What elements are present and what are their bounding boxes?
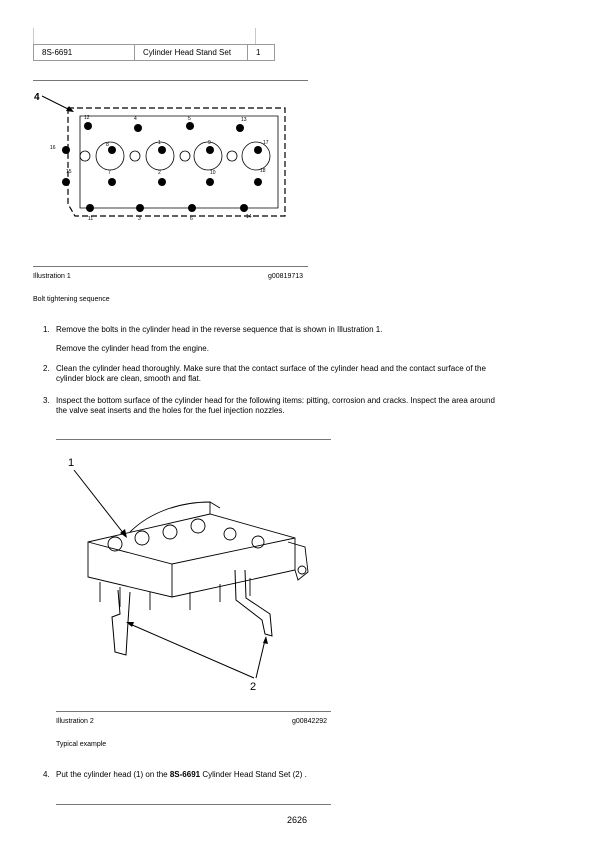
bolt-number: 6 [190, 216, 193, 222]
callout-4: 4 [34, 92, 40, 103]
step-3-text-line2: the valve seat inserts and the holes for the fuel injection nozzles. [56, 406, 285, 415]
illustration2-top-rule [56, 439, 331, 440]
illustration1-graphic-id: g00819713 [268, 273, 304, 280]
bolt-number: 16 [50, 145, 56, 151]
step-2-text-line1: Clean the cylinder head thoroughly. Make sure that the contact surface of the cylinder head and the contact surface of the [56, 364, 486, 373]
bolt-number: 18 [260, 168, 266, 174]
step-1-text: Remove the bolts in the cylinder head in the reverse sequence that is shown in Illustration 1. [56, 325, 383, 334]
bolt-number: 4 [134, 116, 137, 122]
quantity-cell: 1 [248, 45, 275, 61]
illustration1-top-rule [33, 80, 308, 81]
bolt-number: 17 [263, 140, 269, 146]
illustration2-caption: Typical example [56, 741, 107, 748]
illustration1-caption: Bolt tightening sequence [33, 296, 110, 303]
bolts [62, 122, 262, 212]
illustration1-bottom-rule [33, 266, 308, 267]
bolt-number: 3 [138, 216, 141, 222]
step-4-text [56, 770, 307, 780]
step-1-number: 1. [43, 325, 50, 334]
bolt-number: 2 [158, 170, 161, 176]
bottom-rule [56, 804, 331, 805]
illustration2-bottom-rule [56, 711, 331, 712]
bolt-number: 1 [158, 140, 161, 146]
bolt-sequence-diagram [30, 86, 290, 236]
part-number-link[interactable]: 8S-6691 [169, 770, 201, 779]
bolt-number: 8 [106, 142, 109, 148]
step-3-text-line1: Inspect the bottom surface of the cylinder head for the following items: pitting, corrosion and cracks. Inspect the area around [56, 396, 495, 405]
bolt-number: 14 [246, 214, 252, 220]
page-number: 2626 [287, 815, 308, 825]
illustration2-label: Illustration 2 [56, 718, 94, 725]
bolt-number: 13 [241, 117, 247, 123]
callout-2: 2 [250, 681, 257, 693]
part-description-cell: Cylinder Head Stand Set [135, 45, 248, 61]
bolt-number: 7 [108, 170, 111, 176]
bolt-number: 9 [208, 140, 211, 146]
bolt-number: 5 [188, 116, 191, 122]
step-4-number: 4. [43, 770, 50, 779]
step-2-text-line2: cylinder block are clean, smooth and flat. [56, 374, 201, 383]
step-4-text-after: Cylinder Head Stand Set (2) . [200, 770, 307, 779]
step-2-number: 2. [43, 364, 50, 373]
callout-1: 1 [68, 457, 75, 469]
table-row [34, 45, 275, 61]
bolt-number: 11 [88, 216, 94, 222]
bolt-number: 15 [66, 169, 72, 175]
bolt-number: 12 [84, 115, 90, 121]
bolt-number: 10 [210, 170, 216, 176]
illustration1-label: Illustration 1 [33, 273, 71, 280]
step-1-subtext: Remove the cylinder head from the engine. [56, 344, 209, 353]
cylinder-head-stand-drawing [60, 452, 330, 697]
part-number-cell: 8S-6691 [34, 45, 135, 61]
tools-table [33, 44, 275, 61]
table-right-guide [255, 28, 256, 44]
step-4-text-before: Put the cylinder head (1) on the [56, 770, 170, 779]
table-left-guide [33, 28, 34, 44]
step-3-number: 3. [43, 396, 50, 405]
illustration2-graphic-id: g00842292 [292, 718, 328, 725]
